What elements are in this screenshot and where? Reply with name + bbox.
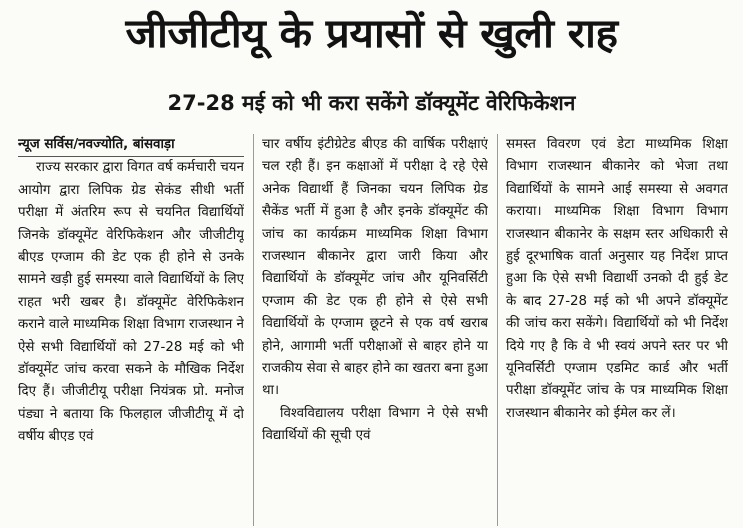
article-column-3: [506, 134, 728, 528]
column-3-paragraph-1: समस्त विवरण एवं डेटा माध्यमिक शिक्षा विभाग राजस्थान बीकानेर को भेजा तथा विद्यार्थियों के सामने आई समस्या से अवगत कराया। माध्यमिक शिक्षा विभाग विभाग राजस्थान बीकानेर के सक्षम स्तर अधिकारी से हुई दूरभाषिक वार्ता अनुसार यह निर्देश प्राप्त हुआ कि ऐसे सभी विद्यार्थी उनको दी हुई डेट के बाद 27-28 मई को भी अपने डॉक्यूमेंट की जांच करा सकेंगे। विद्यार्थियों को भी निर्देश दिये गए है कि वे भी स्वयं अपने स्तर पर भी यूनिवर्सिटी एग्जाम एडमिट कार्ड और भर्ती परीक्षा डॉक्यूमेंट जांच के पत्र माध्यमिक शिक्षा राजस्थान बीकानेर को ईमेल कर लें।: [506, 137, 728, 421]
byline: न्यूज सर्विस/नवज्योति, बांसवाड़ा: [18, 134, 244, 157]
column-divider-2: [497, 134, 498, 526]
column-divider-1: [253, 134, 254, 526]
column-2-paragraph-1: चार वर्षीय इंटीग्रेटेड बीएड की वार्षिक परीक्षाएं चल रही हैं। इन कक्षाओं में परीक्षा दे रहे ऐसे अनेक विद्यार्थी हैं जिनका चयन लिपिक ग्रेड सैकेंड भर्ती में हुआ है और इनके डॉक्यूमेंट की जांच का कार्यक्रम माध्यमिक शिक्षा विभाग राजस्थान बीकानेर द्वारा जारी किया और विद्यार्थियों के डॉक्यूमेंट जांच और यूनिवर्सिटी एग्जाम की डेट एक ही होने से ऐसे सभी विद्यार्थियों के एग्जाम छूटने से एक वर्ष खराब होने, आगामी भर्ती परीक्षाओं से बाहर होने या राजकीय सेवा से बाहर होने का खतरा बना हुआ था।: [262, 137, 488, 399]
article-column-1: [18, 134, 244, 528]
subheadline: 27-28 मई को भी करा सकेंगे डॉक्यूमेंट वेरिफिकेशन: [167, 91, 576, 115]
column-1-paragraph-1: राज्य सरकार द्वारा विगत वर्ष कर्मचारी चयन आयोग द्वारा लिपिक ग्रेड सेकंड सीधी भर्ती परीक्षा में अंतरिम रूप से चयनित विद्यार्थियों जिनके डॉक्यूमेंट वेरिफिकेशन और जीजीटीयू बीएड एग्जाम की डेट एक ही होने से उनके सामने खड़ी हुई समस्या वाले विद्यार्थियों के लिए राहत भरी खबर है। डॉक्यूमेंट वेरिफिकेशन कराने वाले माध्यमिक शिक्षा विभाग राजस्थान ने ऐसे सभी विद्यार्थियों को 27-28 मई को भी डॉक्यूमेंट जांच करवा सकने के मौखिक निर्देश दिए हैं। जीजीटीयू परीक्षा नियंत्रक प्रो. मनोज पंड्या ने बताया कि फिलहाल जीजीटीयू में दो वर्षीय बीएड एवं: [18, 160, 244, 445]
article-column-2: [262, 134, 488, 528]
headline: जीजीटीयू के प्रयासों से खुली राह: [125, 11, 618, 57]
column-2-paragraph-2: विश्वविद्यालय परीक्षा विभाग ने ऐसे सभी विद्यार्थियों की सूची एवं: [262, 405, 488, 444]
